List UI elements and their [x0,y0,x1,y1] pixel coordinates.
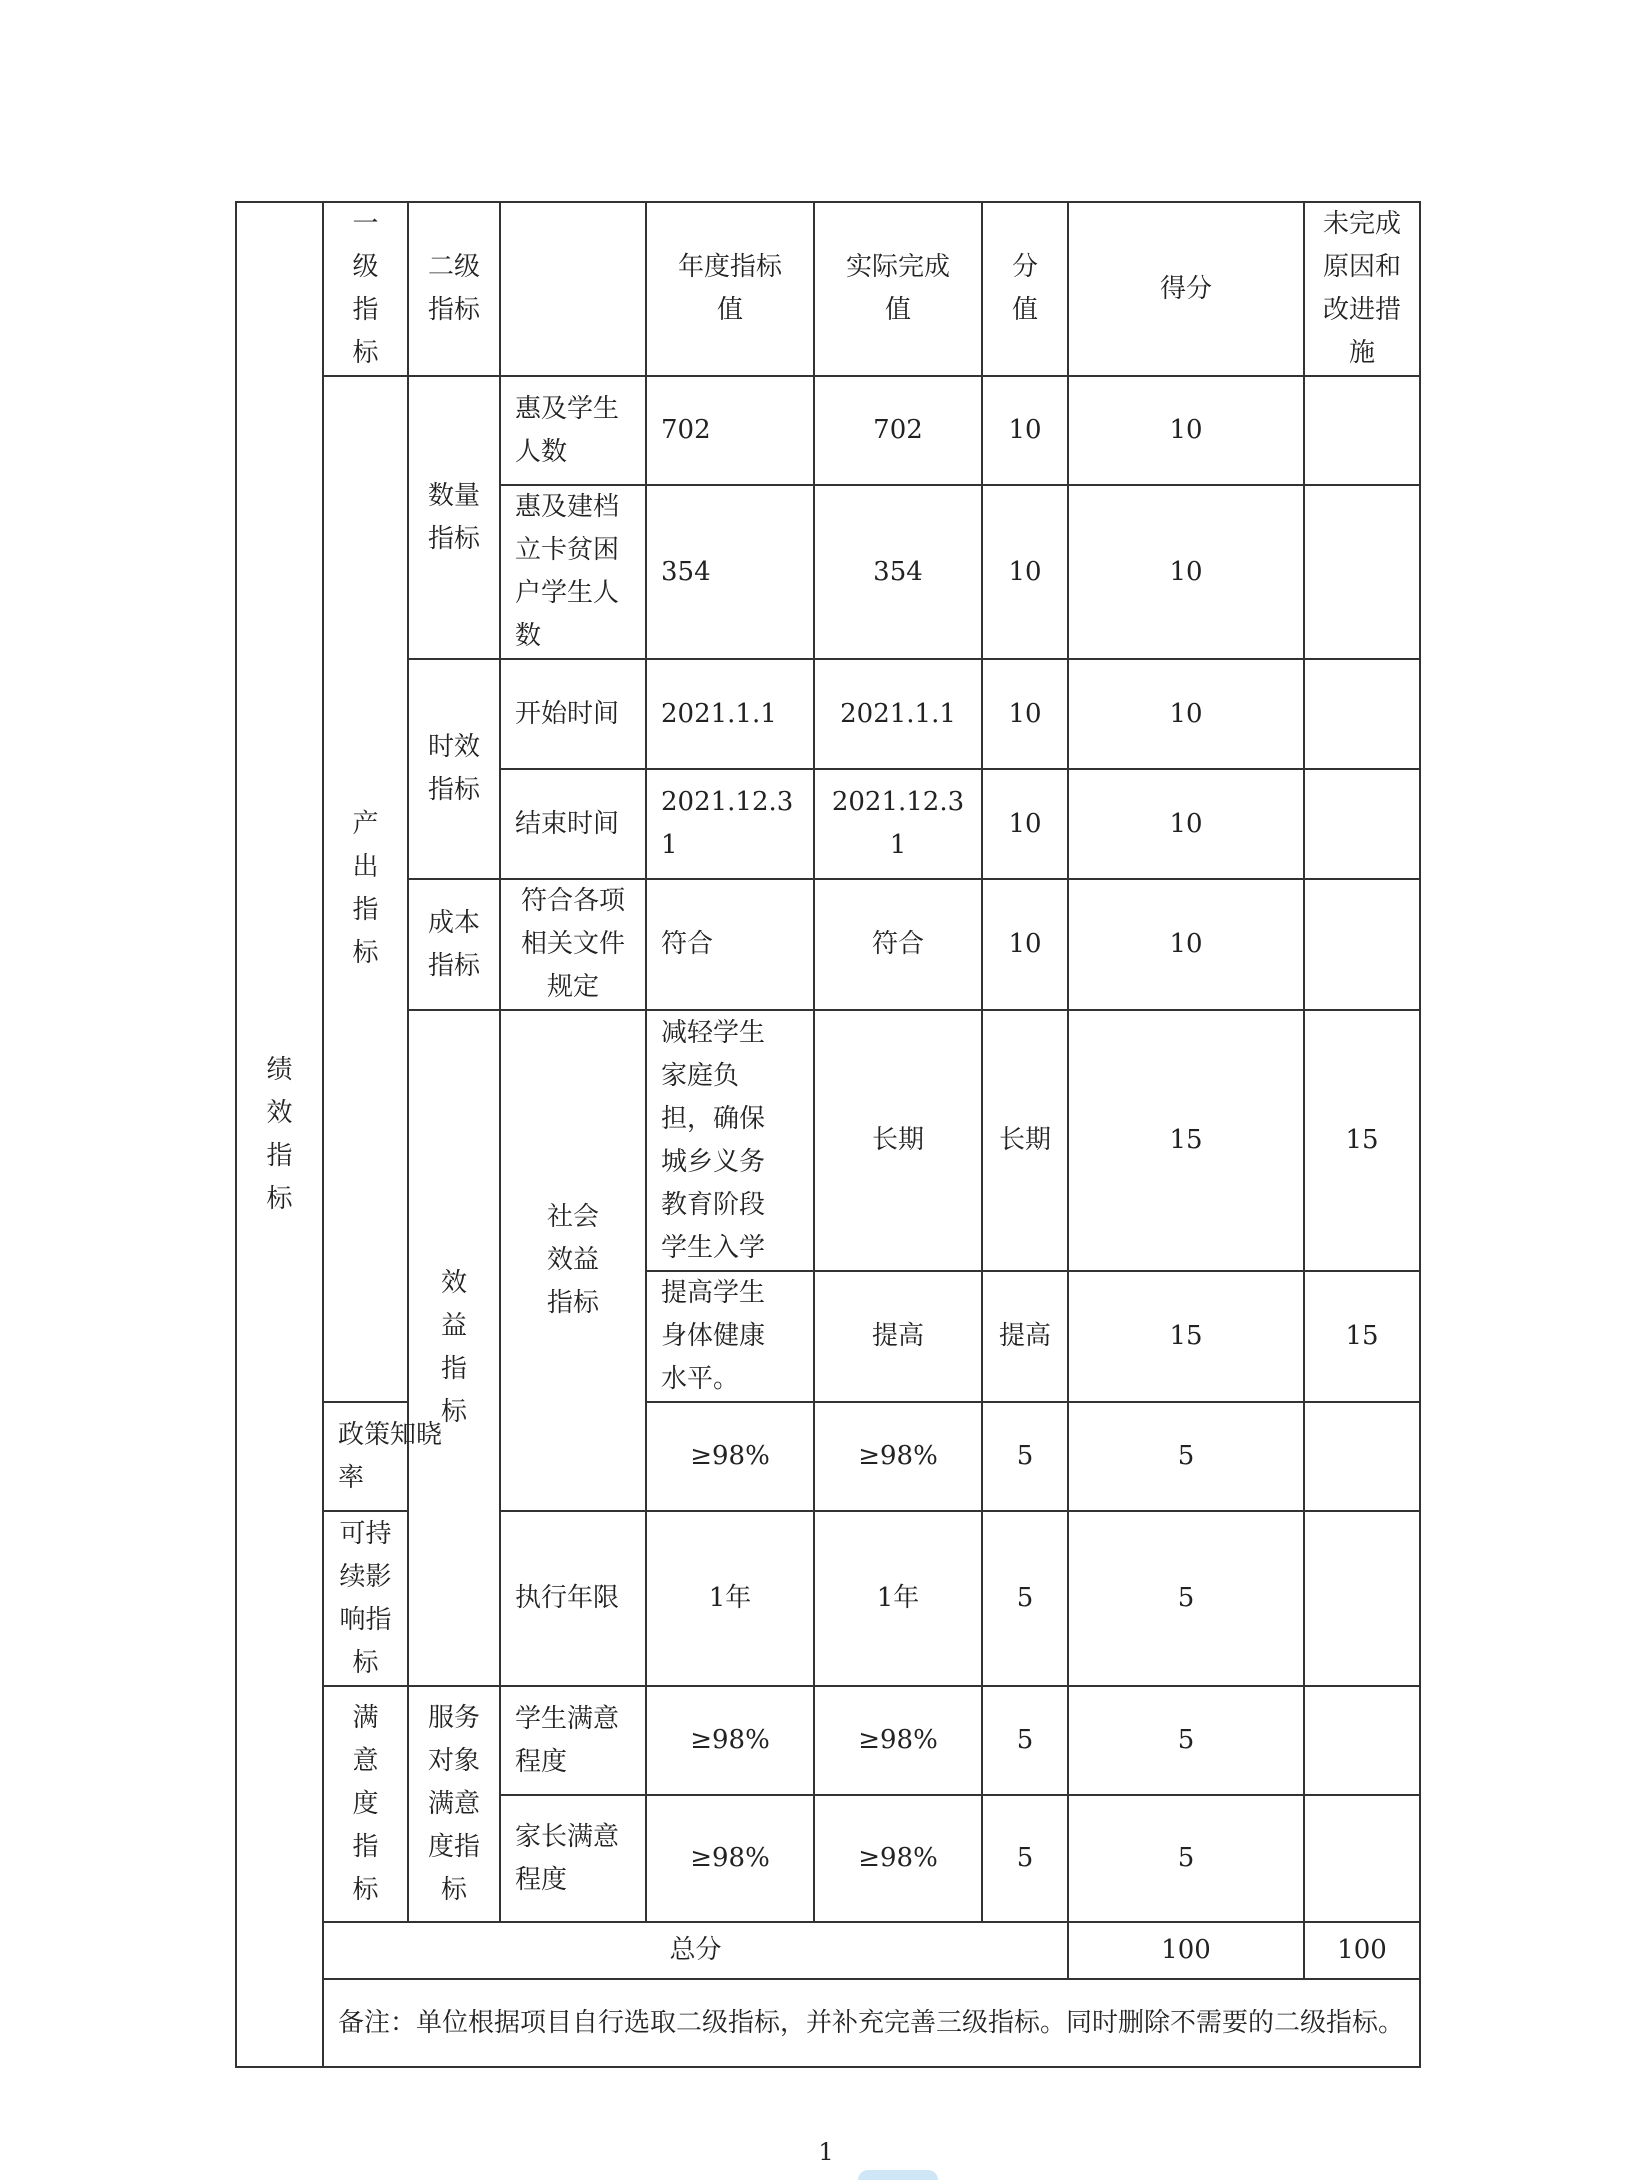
row-score: 10 [1068,769,1304,879]
row-actual: 1年 [814,1511,982,1686]
performance-table [235,201,1421,2068]
row-reason [1304,1511,1420,1686]
row-name: 家长满意程度 [500,1795,646,1922]
row-score: 10 [1068,485,1304,659]
row-name: 结束时间 [500,769,646,879]
header-annual-target: 年度指标值 [646,202,814,376]
row-name: 执行年限 [500,1511,646,1686]
level2-sustainable: 可持续影响指标 [323,1511,408,1686]
row-target: ≥98% [646,1795,814,1922]
decorative-shape [858,2170,938,2180]
row-points: 10 [982,769,1068,879]
level2-cost: 成本指标 [408,879,500,1010]
row-actual: 提高 [982,1271,1068,1402]
level1-output: 产出指标 [323,376,408,1402]
row-target: ≥98% [646,1402,814,1511]
row-actual: 符合 [814,879,982,1010]
row-actual: 2021.12.31 [814,769,982,879]
row-target: 2021.1.1 [646,659,814,769]
table-row [236,376,1420,485]
row-name: 减轻学生家庭负担，确保城乡义务教育阶段学生入学 [646,1010,814,1271]
table-row [236,1010,1420,1271]
level2-social: 社会效益指标 [500,1010,646,1511]
row-reason [1304,485,1420,659]
row-target: 2021.12.31 [646,769,814,879]
level2-timeliness: 时效指标 [408,659,500,879]
row-name: 开始时间 [500,659,646,769]
row-name: 惠及建档立卡贫困户学生人数 [500,485,646,659]
total-label: 总分 [323,1922,1068,1979]
row-score: 10 [1068,659,1304,769]
row-score: 5 [1068,1511,1304,1686]
row-points: 10 [982,485,1068,659]
row-score: 5 [1068,1795,1304,1922]
total-score: 100 [1304,1922,1420,1979]
page-number: 1 [818,2138,834,2166]
row-points: 15 [1068,1010,1304,1271]
row-points: 5 [982,1511,1068,1686]
row-points: 10 [982,659,1068,769]
row-score: 10 [1068,376,1304,485]
row-actual: ≥98% [814,1402,982,1511]
row-name: 符合各项相关文件规定 [500,879,646,1010]
row-actual: 长期 [982,1010,1068,1271]
row-target: 354 [646,485,814,659]
row-points: 5 [982,1402,1068,1511]
header-level3 [500,202,646,376]
row-reason [1304,879,1420,1010]
row-reason [1304,1795,1420,1922]
row-actual: ≥98% [814,1686,982,1795]
note-text: 备注：单位根据项目自行选取二级指标，并补充完善三级指标。同时删除不需要的二级指标。 [323,1979,1420,2067]
row-reason [1304,1686,1420,1795]
level1-benefit: 效益指标 [408,1010,500,1686]
total-points: 100 [1068,1922,1304,1979]
header-level1: 一级指标 [323,202,408,376]
row-name: 学生满意程度 [500,1686,646,1795]
row-reason [1304,1402,1420,1511]
row-reason [1304,659,1420,769]
level2-service: 服务对象满意度指标 [408,1686,500,1922]
header-points: 分值 [982,202,1068,376]
header-row [236,202,1420,376]
row-target: 提高 [814,1271,982,1402]
total-row [236,1922,1420,1979]
group-label: 绩效指标 [266,1054,293,1214]
table-row [236,659,1420,769]
header-level2: 二级指标 [408,202,500,376]
row-score: 15 [1304,1271,1420,1402]
level2-quantity: 数量指标 [408,376,500,659]
header-actual: 实际完成值 [814,202,982,376]
row-points: 10 [982,879,1068,1010]
header-reason: 未完成原因和改进措施 [1304,202,1420,376]
table-row [236,1402,1420,1511]
row-points: 10 [982,376,1068,485]
row-score: 5 [1068,1402,1304,1511]
table-row [236,879,1420,1010]
row-score: 5 [1068,1686,1304,1795]
row-points: 5 [982,1795,1068,1922]
level1-satisfaction: 满意度指标 [323,1686,408,1922]
row-score: 10 [1068,879,1304,1010]
row-target: 702 [646,376,814,485]
row-name: 惠及学生人数 [500,376,646,485]
row-score: 15 [1304,1010,1420,1271]
row-actual: 354 [814,485,982,659]
row-points: 5 [982,1686,1068,1795]
row-points: 15 [1068,1271,1304,1402]
note-row [236,1979,1420,2067]
row-target: 1年 [646,1511,814,1686]
row-actual: 2021.1.1 [814,659,982,769]
row-actual: 702 [814,376,982,485]
header-score: 得分 [1068,202,1304,376]
row-reason [1304,376,1420,485]
group-cell [236,202,323,2067]
row-reason [1304,769,1420,879]
table-row [236,1686,1420,1795]
row-target: 符合 [646,879,814,1010]
row-name: 提高学生身体健康水平。 [646,1271,814,1402]
row-target: 长期 [814,1010,982,1271]
row-actual: ≥98% [814,1795,982,1922]
row-target: ≥98% [646,1686,814,1795]
row-name: 政策知晓率 [323,1402,408,1511]
